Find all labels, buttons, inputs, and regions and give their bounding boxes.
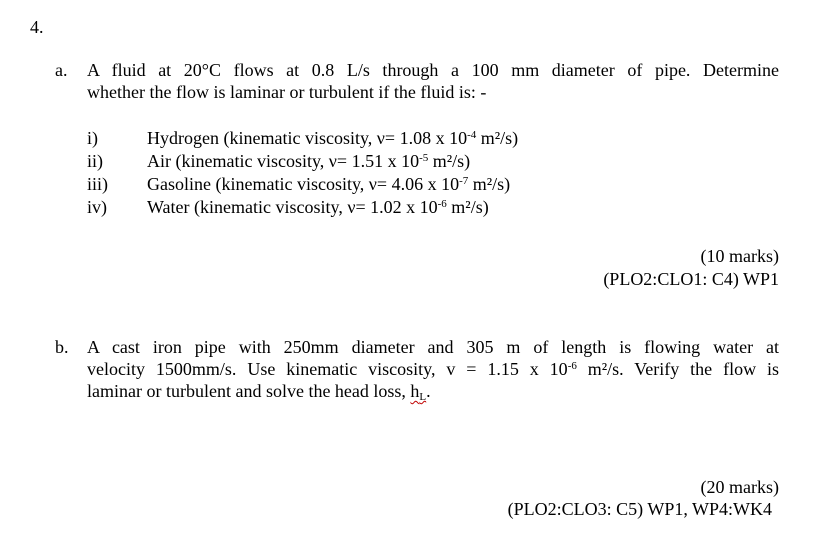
part-b-line-1: A cast iron pipe with 250mm diameter and 305 m of length is flowing water at (87, 337, 779, 357)
part-a-line-1: A fluid at 20°C flows at 0.8 L/s through a 100 mm diameter of pipe. Determine (87, 60, 779, 80)
item-text: Water (kinematic viscosity, ν= 1.02 x 10 (147, 197, 438, 217)
part-a-question (87, 59, 779, 103)
item-exponent: -6 (437, 198, 447, 210)
item-roman: iv) (87, 197, 107, 217)
part-b-line-3-end: . (426, 381, 431, 401)
fluid-item-air (87, 150, 470, 172)
item-text: Air (kinematic viscosity, ν= 1.51 x 10 (147, 151, 420, 171)
part-b-line-2-text: velocity 1500mm/s. Use kinematic viscosity, v = 1.15 x 10 (87, 359, 568, 379)
part-b-line-2 (87, 358, 779, 380)
part-b-line-3 (87, 380, 779, 402)
part-b-line-2-unit: m²/s. Verify the flow is (576, 359, 779, 379)
part-a-letter: a. (55, 60, 68, 80)
part-b-question (87, 336, 779, 402)
part-a-line-2: whether the flow is laminar or turbulent if the fluid is: - (87, 82, 487, 102)
viscosity-exponent: -6 (567, 360, 577, 372)
fluid-item-water (87, 196, 489, 218)
fluid-item-gasoline (87, 173, 510, 195)
item-roman: iii) (87, 174, 108, 194)
item-unit: m²/s) (428, 151, 471, 171)
question-number: 4. (30, 17, 44, 37)
part-a-marks: (10 marks) (700, 246, 779, 266)
part-a-outcome: (PLO2:CLO1: C4) WP1 (603, 269, 779, 289)
part-b-line-3-text: laminar or turbulent and solve the head loss, (87, 381, 411, 401)
item-exponent: -4 (467, 129, 477, 141)
item-exponent: -7 (459, 175, 469, 187)
item-roman: ii) (87, 151, 103, 171)
item-unit: m²/s) (476, 128, 519, 148)
item-unit: m²/s) (446, 197, 489, 217)
fluid-item-hydrogen (87, 127, 518, 149)
head-loss-symbol: $h_L$ (410, 381, 427, 403)
part-b-marks: (20 marks) (700, 477, 779, 497)
item-text: Gasoline (kinematic viscosity, ν= 4.06 x 10 (147, 174, 460, 194)
part-b-letter: b. (55, 337, 69, 357)
part-b-outcome: (PLO2:CLO3: C5) WP1, WP4:WK4 (507, 499, 772, 519)
item-text: Hydrogen (kinematic viscosity, ν= 1.08 x 10 (147, 128, 468, 148)
item-roman: i) (87, 128, 98, 148)
item-exponent: -5 (419, 152, 429, 164)
item-unit: m²/s) (468, 174, 511, 194)
